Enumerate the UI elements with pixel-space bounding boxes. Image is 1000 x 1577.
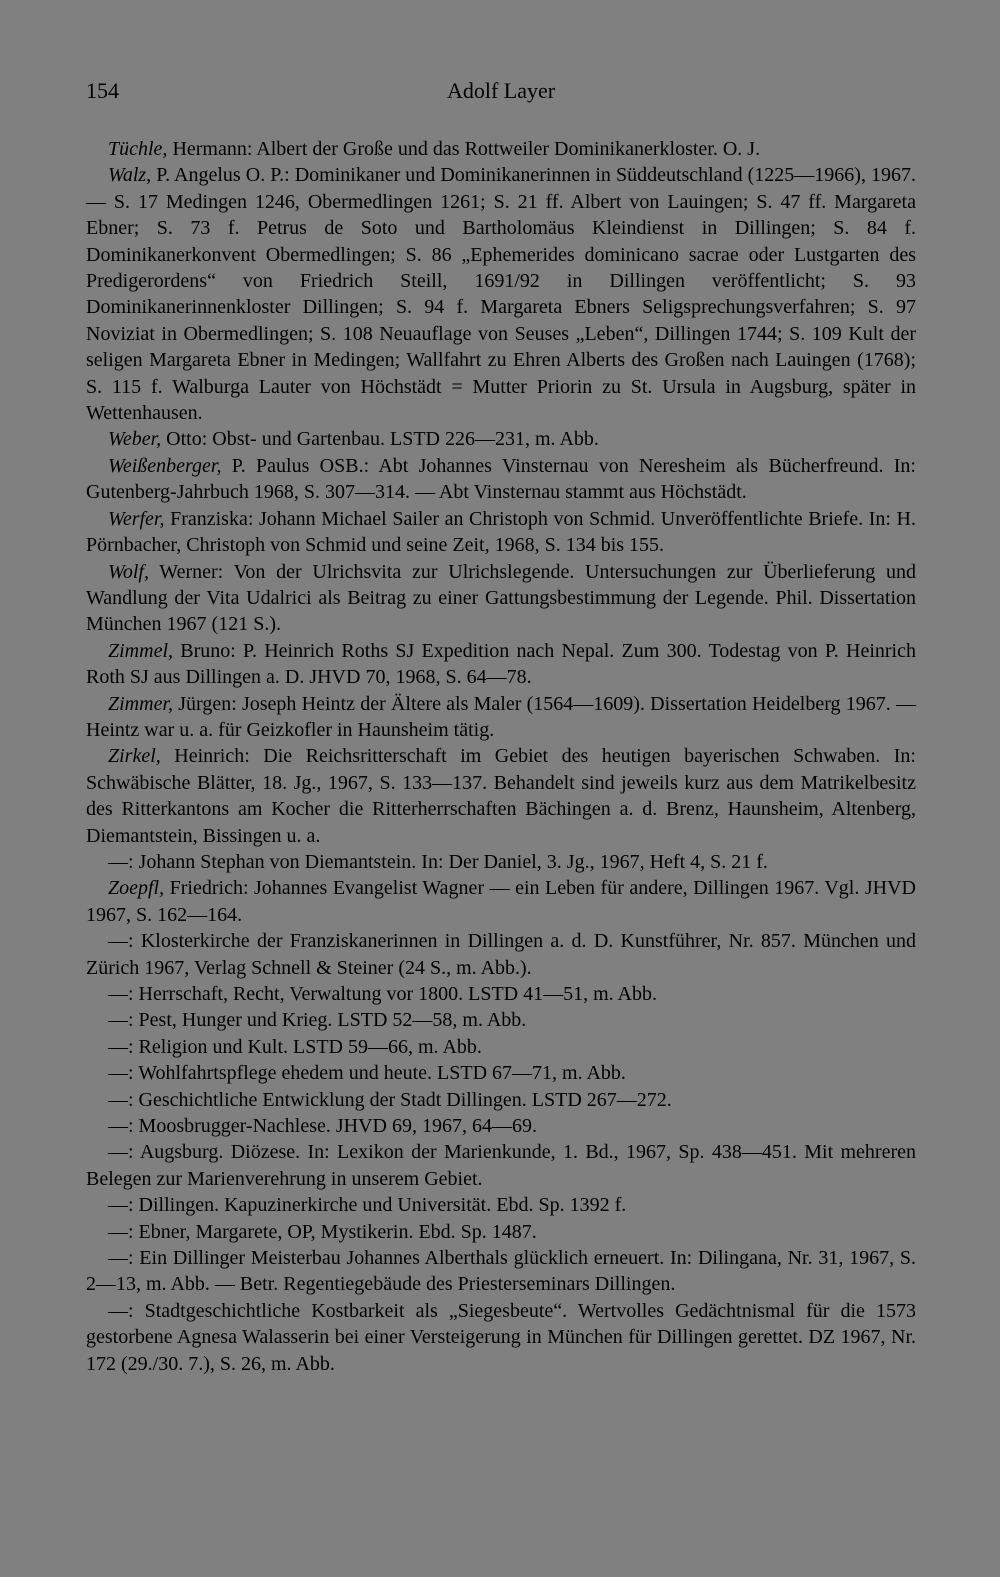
bibliography-entry bbox=[86, 1087, 916, 1113]
entry-text: Werner: Von der Ulrichsvita zur Ulrichslegende. Untersuchungen zur Überlieferung und Wandlung der Vita Udalrici als Beitrag zu einer Gattungsbestimmung der Legende. Phil. Dissertation München 1967 (121 S.). bbox=[86, 560, 916, 636]
entry-author: Wolf, bbox=[108, 560, 149, 583]
bibliography-entry bbox=[86, 426, 916, 452]
entry-text: Bruno: P. Heinrich Roths SJ Expedition nach Nepal. Zum 300. Todestag von P. Heinrich Roth SJ aus Dillingen a. D. JHVD 70, 1968, S. 64—78. bbox=[86, 639, 916, 689]
entry-author: Zimmel, bbox=[108, 639, 173, 662]
entry-text: —: Wohlfahrtspflege ehedem und heute. LSTD 67—71, m. Abb. bbox=[108, 1062, 626, 1085]
entry-author: Walz, bbox=[108, 164, 152, 187]
bibliography-entry bbox=[86, 743, 916, 849]
bibliography-list bbox=[86, 136, 916, 1377]
bibliography-entry bbox=[86, 1139, 916, 1192]
entry-author: Zirkel, bbox=[108, 745, 161, 768]
entry-author: Tüchle, bbox=[108, 138, 168, 160]
entry-author: Zimmer, bbox=[108, 692, 174, 715]
bibliography-entry bbox=[86, 1298, 916, 1377]
entry-text: —: Herrschaft, Recht, Verwaltung vor 1800. LSTD 41—51, m. Abb. bbox=[108, 983, 657, 1005]
bibliography-entry bbox=[86, 1007, 916, 1033]
running-head: Adolf Layer bbox=[446, 78, 556, 103]
bibliography-entry bbox=[86, 638, 916, 691]
entry-author: Weißenberger, bbox=[108, 454, 222, 477]
entry-text: —: Stadtgeschichtliche Kostbarkeit als „Siegesbeute“. Wertvolles Gedächtnismal für die 1573 gestorbene Agnesa Walasserin bei einer Versteigerung in München für Dillingen gerettet. DZ 1967, Nr. 172 (29./30. 7.), S. 26, m. Abb. bbox=[86, 1299, 916, 1375]
bibliography-entry bbox=[86, 1060, 916, 1086]
entry-text: —: Johann Stephan von Diemantstein. In: Der Daniel, 3. Jg., 1967, Heft 4, S. 21 f. bbox=[108, 850, 768, 873]
entry-text: —: Ebner, Margarete, OP, Mystikerin. Ebd. Sp. 1487. bbox=[108, 1220, 537, 1243]
bibliography-entry bbox=[86, 162, 916, 426]
entry-text: Jürgen: Joseph Heintz der Ältere als Maler (1564—1609). Dissertation Heidelberg 1967. — Heintz war u. a. für Geizkofler in Haunsheim tätig. bbox=[86, 692, 916, 741]
entry-text: Otto: Obst- und Gartenbau. LSTD 226—231, m. Abb. bbox=[161, 428, 599, 451]
bibliography-entry bbox=[86, 981, 916, 1007]
entry-text: —: Religion und Kult. LSTD 59—66, m. Abb. bbox=[108, 1035, 482, 1058]
entry-text: —: Klosterkirche der Franziskanerinnen in Dillingen a. d. D. Kunstführer, Nr. 857. München und Zürich 1967, Verlag Schnell & Steiner (24 S., m. Abb.). bbox=[86, 930, 916, 979]
entry-text: —: Dillingen. Kapuzinerkirche und Universität. Ebd. Sp. 1392 f. bbox=[108, 1194, 627, 1217]
bibliography-entry bbox=[86, 559, 916, 638]
entry-text: P. Paulus OSB.: Abt Johannes Vinsternau von Neresheim als Bücherfreund. In: Gutenberg-Jahrbuch 1968, S. 307—314. — Abt Vinsternau stammt aus Höchstädt. bbox=[86, 454, 916, 504]
bibliography-entry bbox=[86, 506, 916, 559]
entry-text: —: Geschichtliche Entwicklung der Stadt Dillingen. LSTD 267—272. bbox=[108, 1088, 672, 1111]
page-number: 154 bbox=[86, 78, 119, 103]
entry-text: —: Pest, Hunger und Krieg. LSTD 52—58, m. Abb. bbox=[108, 1009, 527, 1032]
entry-author: Werfer, bbox=[108, 507, 165, 530]
entry-author: Zoepfl, bbox=[108, 877, 165, 900]
entry-text: Franziska: Johann Michael Sailer an Christoph von Schmid. Unveröffentlichte Briefe. In: H. Pörnbacher, Christoph von Schmid und seine Zeit, 1968, S. 134 bis 155. bbox=[86, 507, 916, 557]
bibliography-entry bbox=[86, 1034, 916, 1060]
bibliography-entry bbox=[86, 691, 916, 744]
entry-text: Friedrich: Johannes Evangelist Wagner — ein Leben für andere, Dillingen 1967. Vgl. JHVD 1967, S. 162—164. bbox=[86, 877, 916, 926]
entry-text: Hermann: Albert der Große und das Rottweiler Dominikanerkloster. O. J. bbox=[167, 138, 761, 160]
entry-text: —: Ein Dillinger Meisterbau Johannes Alberthals glücklich erneuert. In: Dilingana, Nr. 31, 1967, S. 2—13, m. Abb. — Betr. Regentiegebäude des Priesterseminars Dillingen. bbox=[86, 1247, 916, 1296]
bibliography-entry bbox=[86, 1192, 916, 1218]
page-header bbox=[86, 78, 916, 112]
bibliography-entry bbox=[86, 1219, 916, 1245]
bibliography-entry bbox=[86, 453, 916, 506]
bibliography-entry bbox=[86, 849, 916, 875]
entry-text: Heinrich: Die Reichsritterschaft im Gebiet des heutigen bayerischen Schwaben. In: Schwäbische Blätter, 18. Jg., 1967, S. 133—137. Behandelt sind jeweils kurz aus dem Matrikelbesitz des Ritterkantons am Kocher die Ritterherrschaften Bächingen a. d. Brenz, Haunsheim, Altenberg, Diemantstein, Bissingen u. a. bbox=[86, 745, 916, 847]
bibliography-entry bbox=[86, 875, 916, 928]
bibliography-entry bbox=[86, 136, 916, 162]
bibliography-entry bbox=[86, 1113, 916, 1139]
bibliography-entry bbox=[86, 928, 916, 981]
entry-text: P. Angelus O. P.: Dominikaner und Dominikanerinnen in Süddeutschland (1225—1966), 1967. — S. 17 Medingen 1246, Obermedlingen 1261; S. 21 ff. Albert von Lauingen; S. 47 ff. Margareta Ebner; S. 73 f. Petrus de Soto und Bartholomäus Kleindienst in Dillingen; S. 84 f. Dominikanerkonvent Obermedlingen; S. 86 „Ephemerides dominicano sacrae oder Lustgarten des Predigerordens“ von Friedrich Steill, 1691/92 in Dillingen veröffentlicht; S. 93 Dominikanerinnenkloster Dillingen; S. 94 f. Margareta Ebners Seligsprechungsverfahren; S. 97 Noviziat in Obermedlingen; S. 108 Neuauflage von Seuses „Leben“, Dillingen 1744; S. 109 Kult der seligen Margareta Ebner in Medingen; Wallfahrt zu Ehren Alberts des Großen nach Lauingen (1768); S. 115 f. Walburga Lauter von Höchstädt = Mutter Priorin zu St. Ursula in Augsburg, später in Wettenhausen. bbox=[86, 164, 916, 425]
entry-author: Weber, bbox=[108, 428, 162, 451]
entry-text: —: Augsburg. Diözese. In: Lexikon der Marienkunde, 1. Bd., 1967, Sp. 438—451. Mit mehreren Belegen zur Marienverehrung in unserem Gebiet. bbox=[86, 1141, 916, 1190]
bibliography-entry bbox=[86, 1245, 916, 1298]
entry-text: —: Moosbrugger-Nachlese. JHVD 69, 1967, 64—69. bbox=[108, 1115, 537, 1138]
